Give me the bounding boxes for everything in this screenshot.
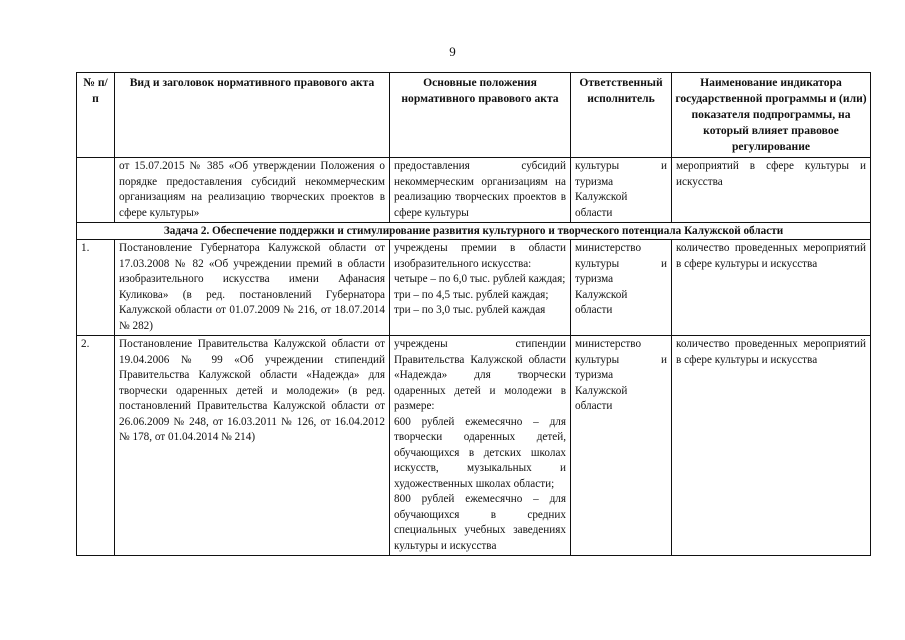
- header-executor: Ответственный исполнитель: [571, 73, 672, 158]
- provision-line: 600 рублей ежемесячно – для творчески одаренных детей, обучающихся в детских школах искусств, музыкальных и художественных школах области;: [394, 415, 566, 490]
- table-row: [77, 240, 871, 336]
- provision-line: три – по 4,5 тыс. рублей каждая;: [394, 288, 549, 301]
- cell-executor: министерство культуры и туризма Калужской области: [571, 240, 672, 336]
- provision-line: 800 рублей ежемесячно – для обучающихся в средних специальных учебных заведениях культуры и искусства: [394, 493, 566, 552]
- header-num: № п/п: [77, 73, 115, 158]
- table-row: [77, 336, 871, 556]
- cell-provisions: [390, 336, 571, 556]
- provision-line: учреждены премии в области изобразительного искусства:: [394, 242, 566, 270]
- cell-provisions: [390, 240, 571, 336]
- cell-indicator: количество проведенных мероприятий в сфере культуры и искусства: [672, 336, 871, 556]
- task-row: [77, 223, 871, 240]
- table-row-continuation: [77, 158, 871, 223]
- cell-num: 2.: [77, 336, 115, 556]
- task-heading: Задача 2. Обеспечение поддержки и стимулирование развития культурного и творческого потенциала Калужской области: [77, 223, 871, 240]
- cell-indicator: количество проведенных мероприятий в сфере культуры и искусства: [672, 240, 871, 336]
- cell-executor: культуры и туризма Калужской области: [571, 158, 672, 223]
- header-provisions: Основные положения нормативного правового акта: [390, 73, 571, 158]
- cell-indicator: мероприятий в сфере культуры и искусства: [672, 158, 871, 223]
- header-act: Вид и заголовок нормативного правового акта: [115, 73, 390, 158]
- table-header-row: [77, 73, 871, 158]
- page-number: 9: [449, 44, 456, 59]
- cell-act: Постановление Правительства Калужской области от 19.04.2006 № 99 «Об учреждении стипендий Правительства Калужской области «Надежда» для творчески одаренных детей и молодежи» (в ред. постановлений Правительства Калужской области от 26.06.2009 № 248, от 16.03.2011 № 126, от 16.04.2012 № 178, от 01.04.2014 № 214): [115, 336, 390, 556]
- provision-line: учреждены стипендии Правительства Калужской области «Надежда» для творчески одаренных детей и молодежи в размере:: [394, 338, 566, 412]
- provision-line: четыре – по 6,0 тыс. рублей каждая;: [394, 273, 566, 285]
- cell-provisions: предоставления субсидий некоммерческим организациям на реализацию творческих проектов в сфере культуры: [390, 158, 571, 223]
- cell-executor: министерство культуры и туризма Калужской области: [571, 336, 672, 556]
- cell-act: Постановление Губернатора Калужской области от 17.03.2008 № 82 «Об учреждении премий в области изобразительного искусства имени Афанасия Куликова» (в ред. постановлений Губернатора Калужской области от 01.07.2009 № 216, от 18.07.2014 № 282): [115, 240, 390, 336]
- cell-num: 1.: [77, 240, 115, 336]
- header-indicator: Наименование индикатора государственной программы и (или) показателя подпрограммы, на который влияет правовое регулирование: [672, 73, 871, 158]
- regulatory-acts-table: [76, 72, 871, 556]
- provision-line: три – по 3,0 тыс. рублей каждая: [394, 304, 546, 316]
- cell-num: [77, 158, 115, 223]
- cell-act: от 15.07.2015 № 385 «Об утверждении Положения о порядке предоставления субсидий некоммерческим организациям на реализацию творческих проектов в сфере культуры»: [115, 158, 390, 223]
